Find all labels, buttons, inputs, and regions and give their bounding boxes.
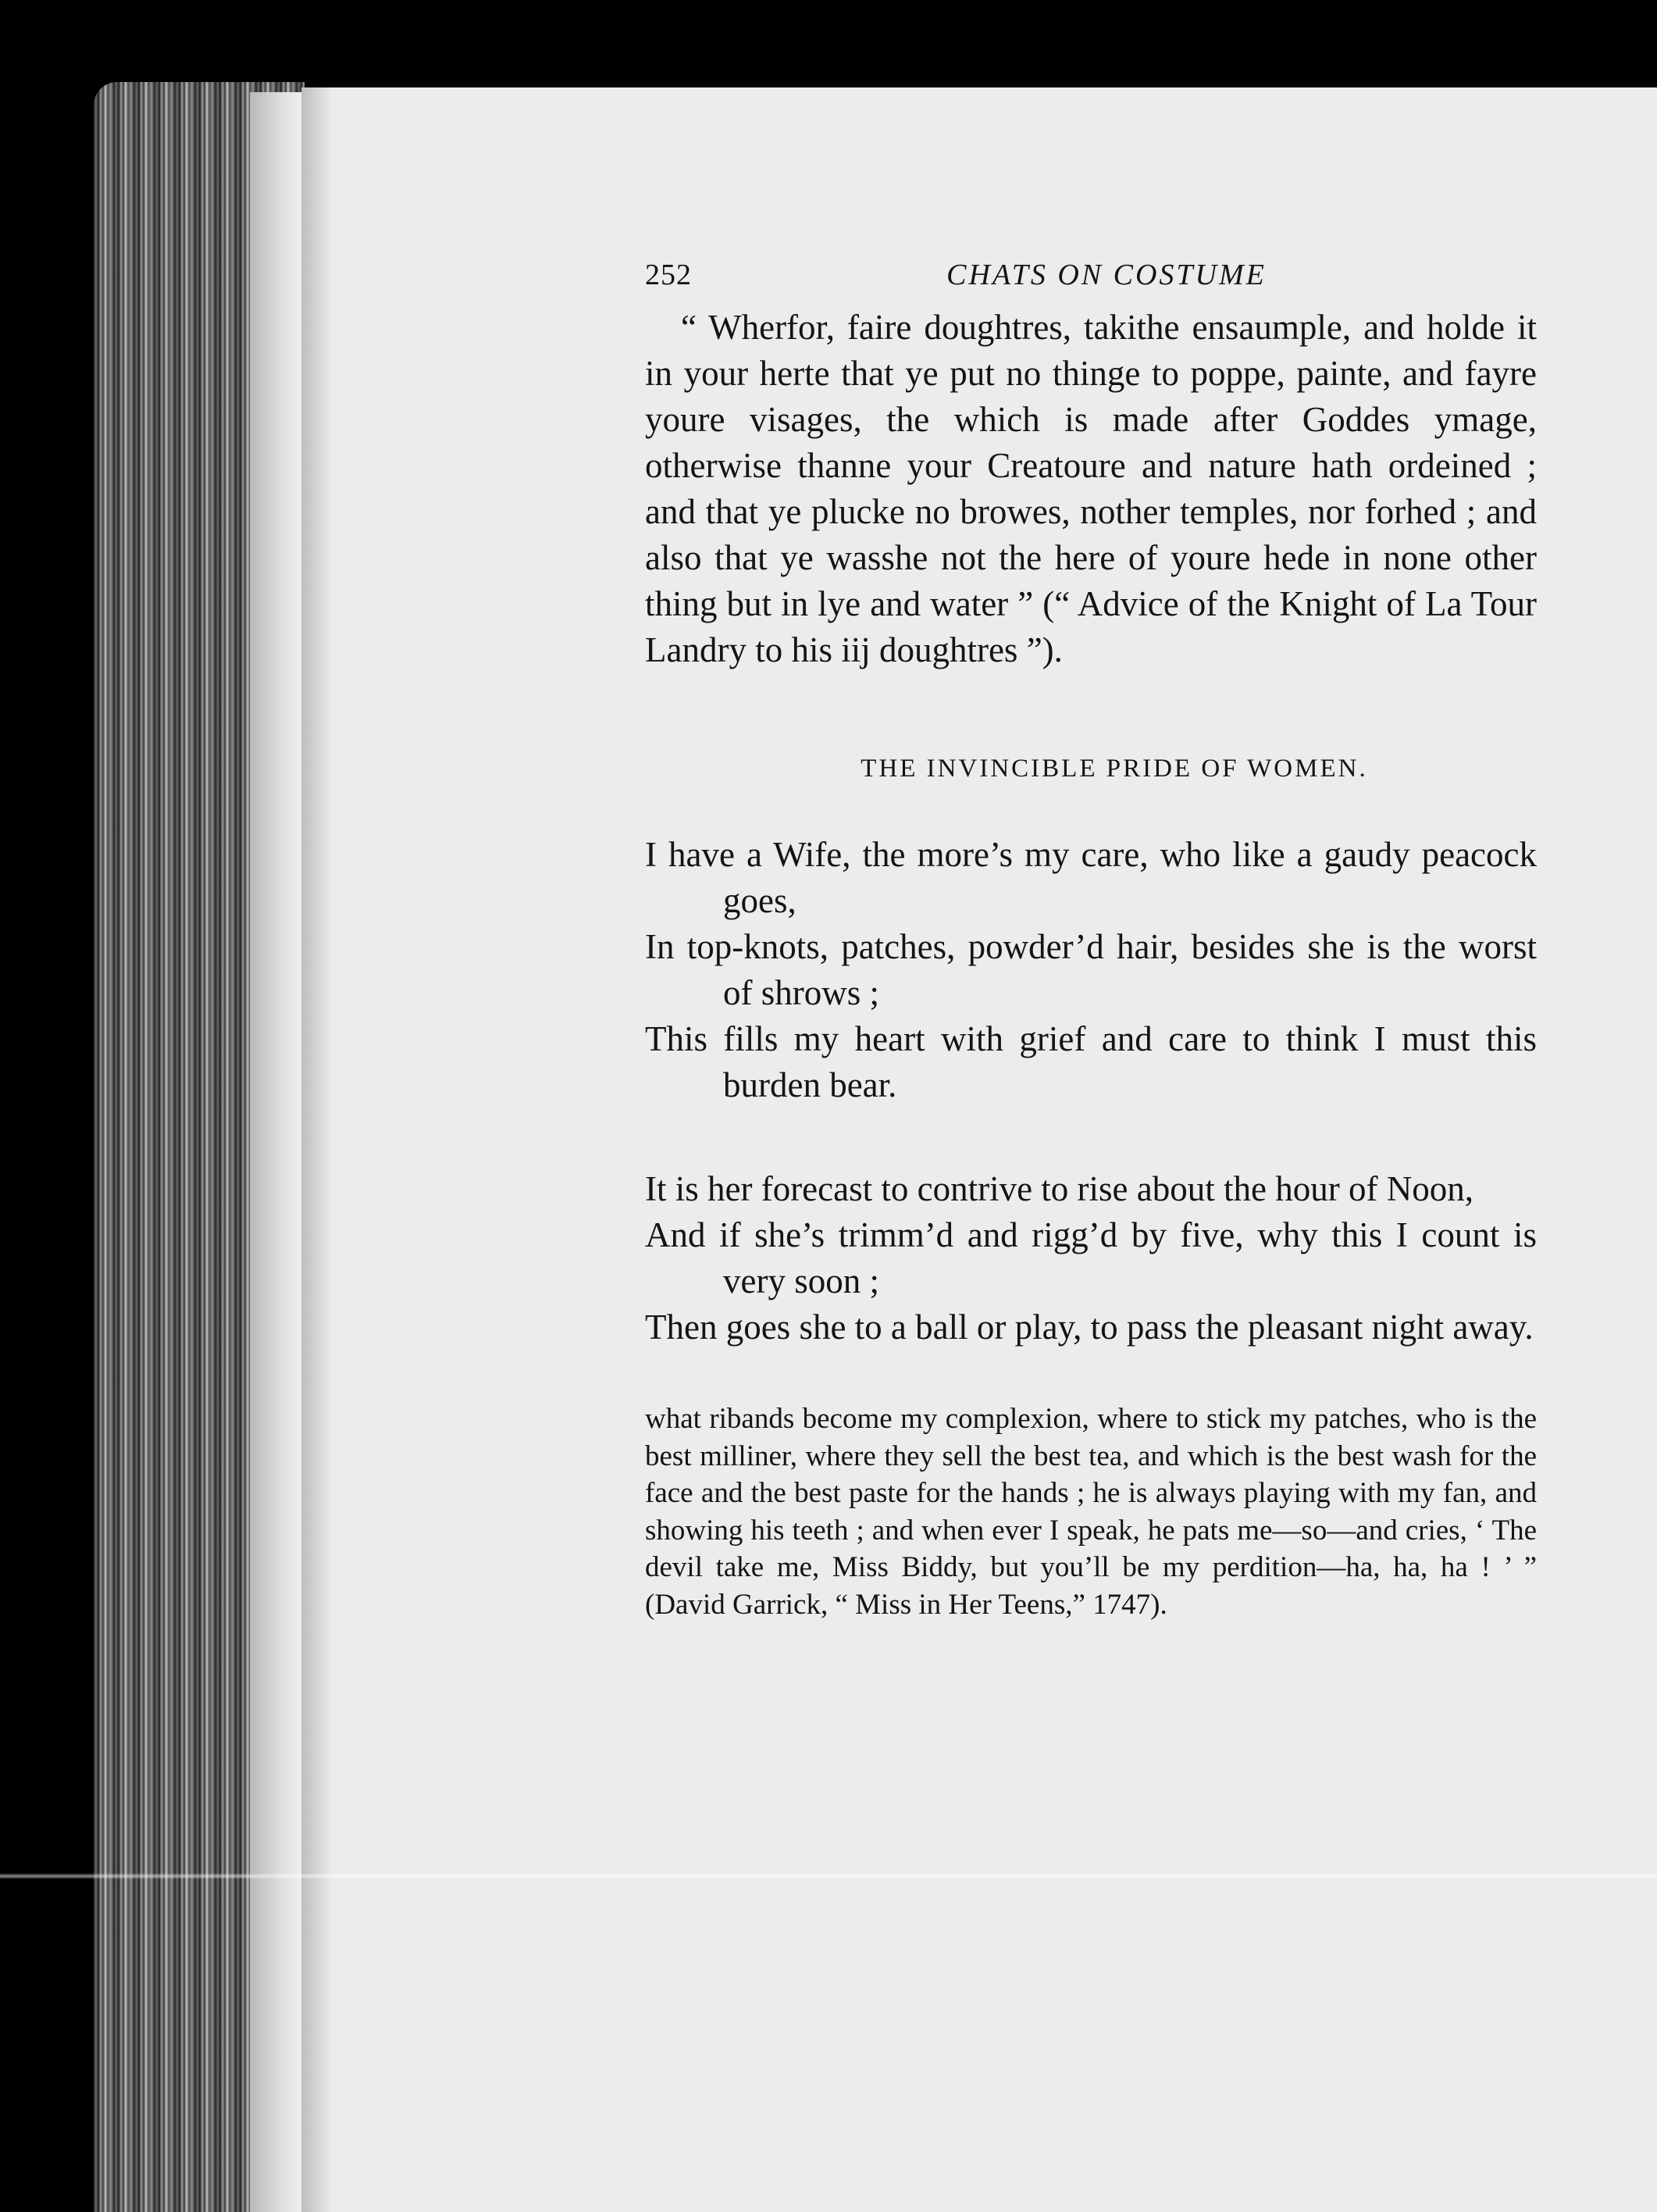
verse-line: This fills my heart with grief and care to think I must this burden bear. [645, 1019, 1537, 1104]
page-stack-shadow [250, 92, 305, 2212]
verse-line: It is her forecast to contrive to rise about the hour of Noon, [645, 1169, 1473, 1208]
running-title: CHATS ON COSTUME [946, 259, 1267, 291]
page-number: 252 [645, 259, 692, 291]
running-head [645, 258, 1537, 305]
section-heading: THE INVINCIBLE PRIDE OF WOMEN. [861, 755, 1368, 783]
verse-line: Then goes she to a ball or play, to pass the pleasant night away. [645, 1308, 1534, 1347]
scan-artifact-line [0, 1873, 1657, 1879]
gutter-shadow [301, 87, 333, 2212]
knight-quote-paragraph: “ Wherfor, faire doughtres, takithe ensaumple, and holde it in your herte that ye put no thinge to poppe, painte, and fayre youre visages, the which is made after Goddes ymage, otherwise thanne your Creatoure and nature hath ordeined ; and that ye plucke no browes, nother temples, nor forhed ; and also that ye wasshe not the here of youre hede in none other thing but in lye and water ” (“ Advice of the Knight of La Tour Landry to his iij doughtres ”). [645, 308, 1537, 669]
page-text [645, 258, 1537, 1623]
verse-line: And if she’s trimm’d and rigg’d by five, why this I count is very soon ; [645, 1215, 1537, 1300]
verse-stanza-1 [645, 832, 1537, 1108]
verse-stanza-2 [645, 1166, 1537, 1350]
verse-line: In top-knots, patches, powder’d hair, besides she is the worst of shrows ; [645, 927, 1537, 1012]
garrick-prose-paragraph: what ribands become my complexion, where to stick my patches, who is the best milliner, where they sell the best tea, and which is the best wash for the face and the best paste for the hands ; he is always playing with my fan, and showing his teeth ; and when ever I speak, he pats me—so—and cries, ‘ The devil take me, Miss Biddy, but you’ll be my perdition—ha, ha, ha ! ’ ” (David Garrick, “ Miss in Her Teens,” 1747). [645, 1403, 1537, 1621]
verse-line: I have a Wife, the more’s my care, who like a gaudy peacock goes, [645, 835, 1537, 920]
